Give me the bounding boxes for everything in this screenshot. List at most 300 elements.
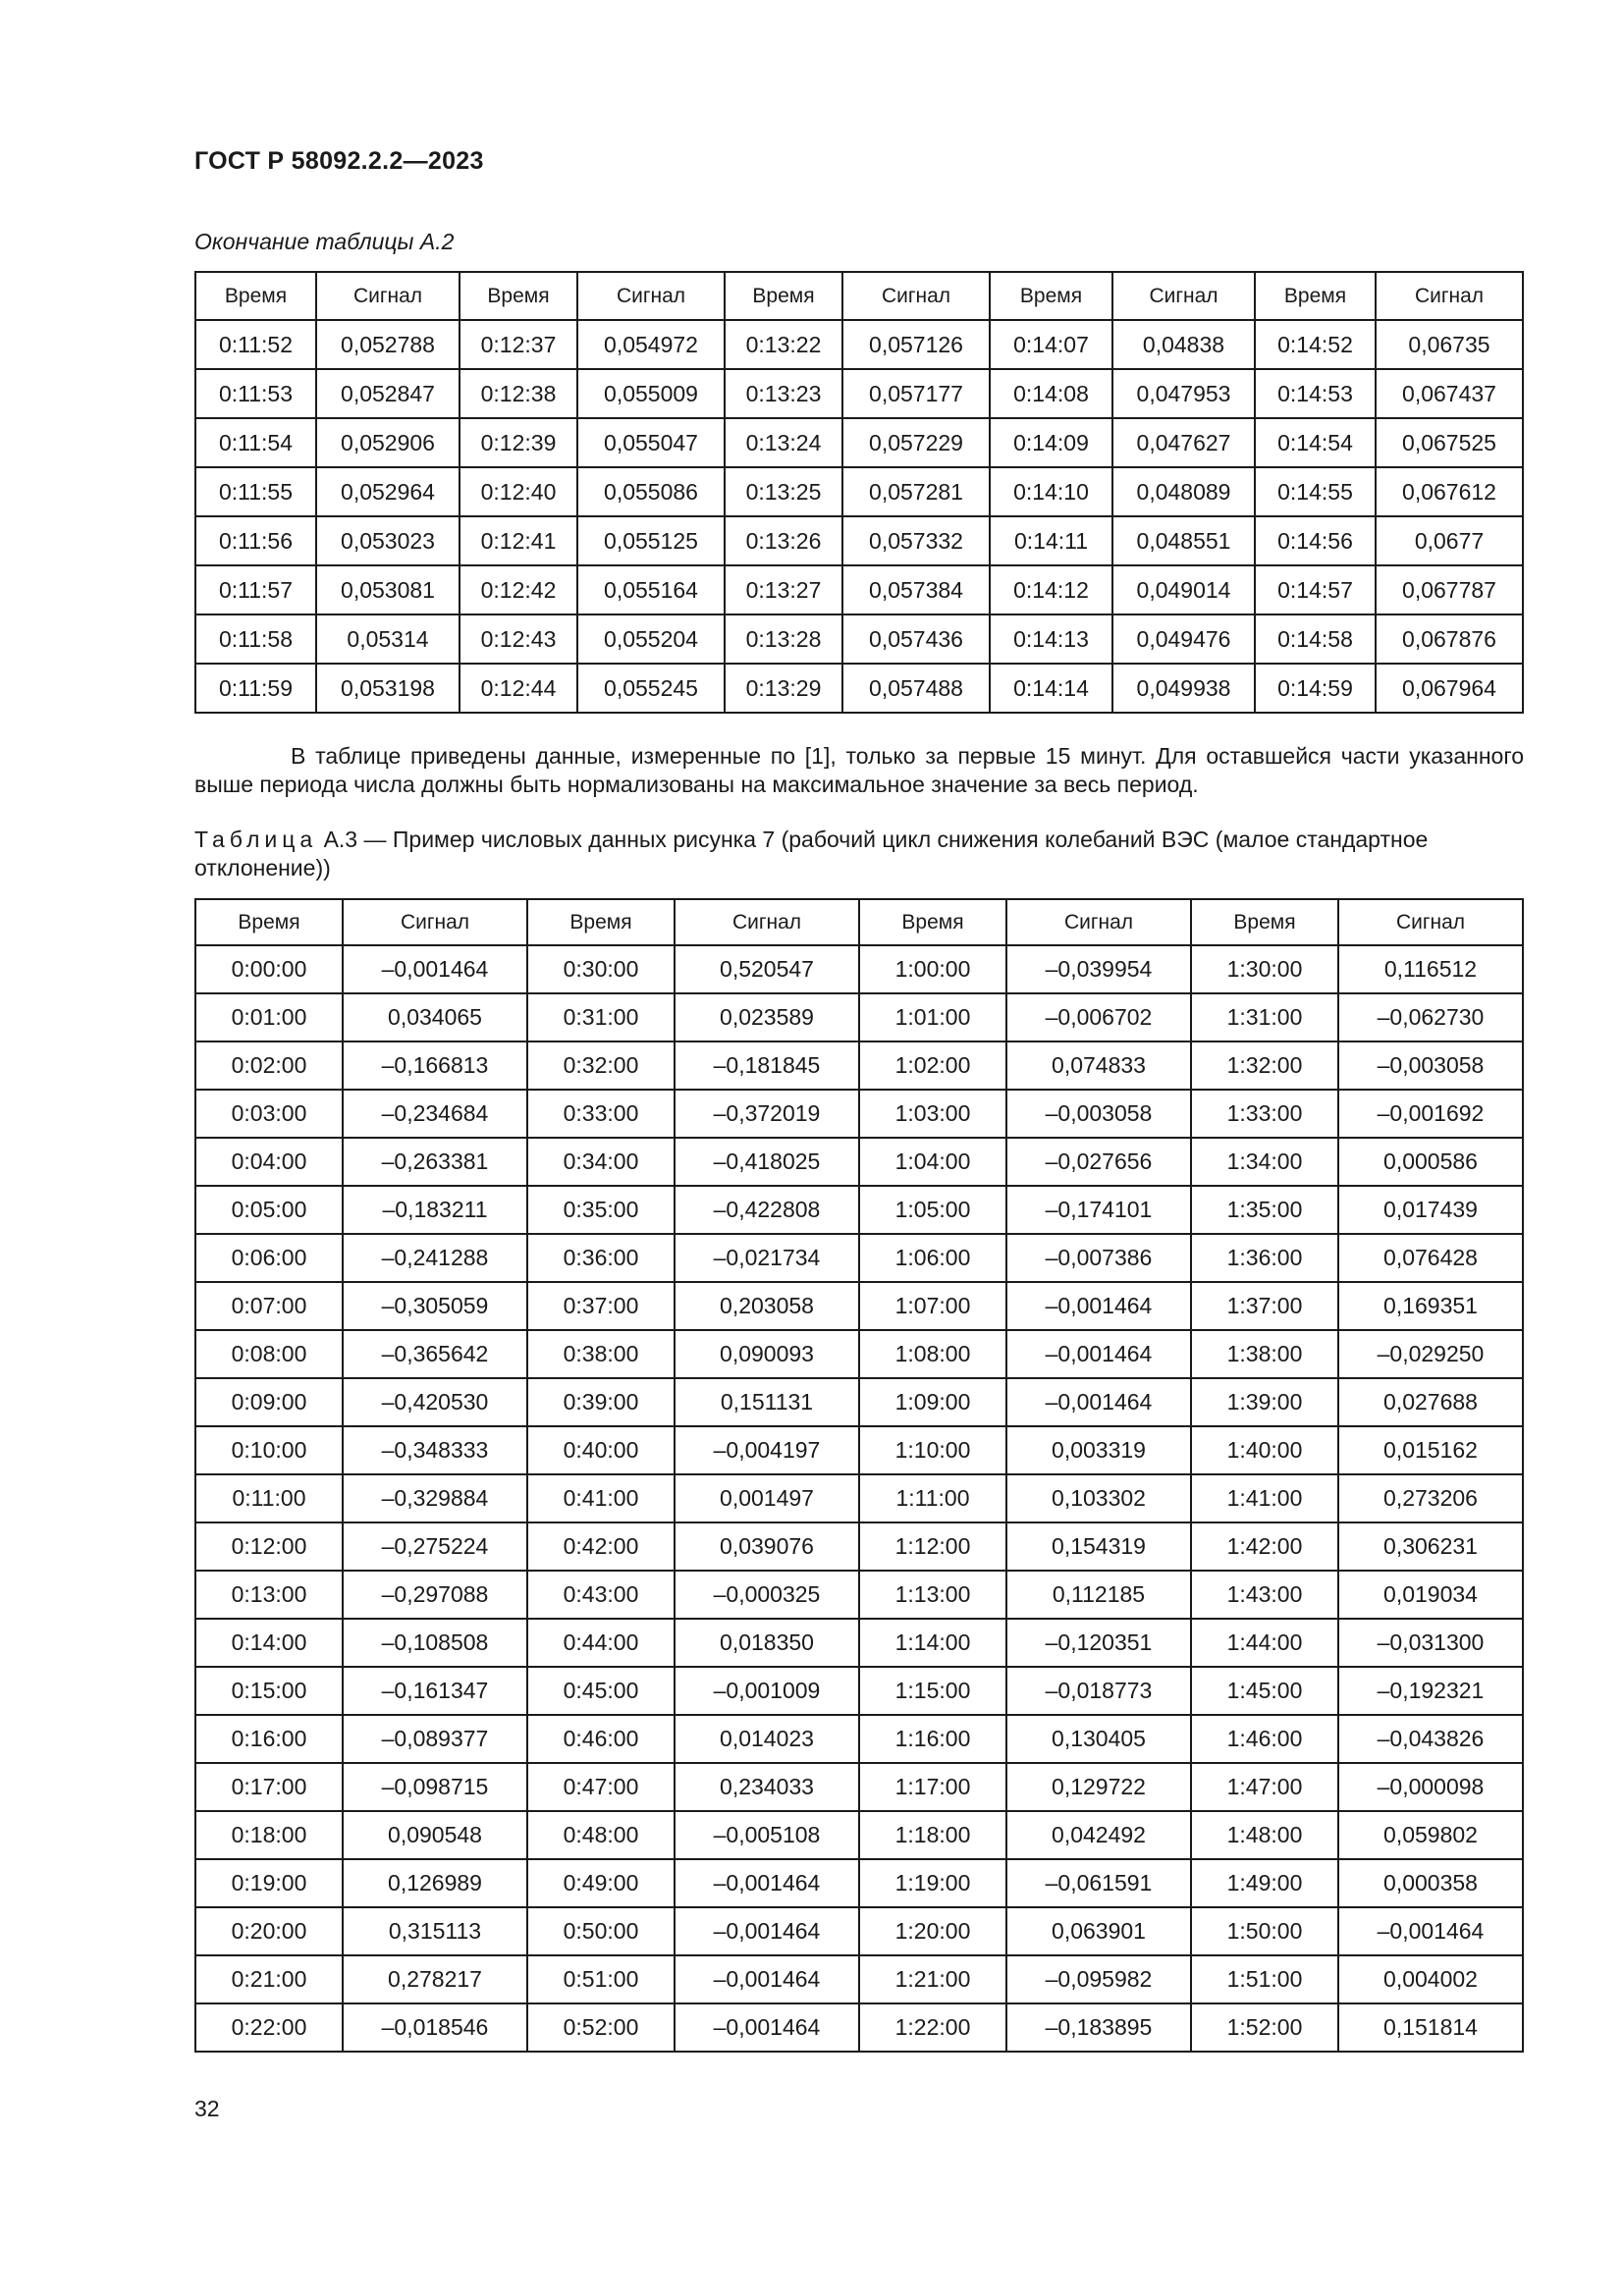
table-row — [195, 1426, 1523, 1474]
time-cell: 1:49:00 — [1191, 1859, 1338, 1907]
signal-cell: 0,053081 — [316, 565, 460, 614]
time-cell: 1:12:00 — [859, 1522, 1006, 1571]
time-cell: 0:04:00 — [195, 1138, 343, 1186]
signal-cell: 0,520547 — [675, 945, 859, 993]
table-row — [195, 993, 1523, 1041]
signal-cell: 0,055245 — [577, 664, 725, 713]
signal-cell: –0,001009 — [675, 1667, 859, 1715]
column-header: Время — [859, 899, 1006, 945]
time-cell: 0:37:00 — [527, 1282, 675, 1330]
table-row — [195, 1234, 1523, 1282]
time-cell: 1:00:00 — [859, 945, 1006, 993]
signal-cell: –0,120351 — [1006, 1619, 1191, 1667]
time-cell: 1:02:00 — [859, 1041, 1006, 1090]
column-header: Время — [460, 272, 577, 320]
table-row — [195, 1619, 1523, 1667]
time-cell: 0:52:00 — [527, 2003, 675, 2052]
table-row — [195, 1667, 1523, 1715]
signal-cell: 0,000586 — [1338, 1138, 1523, 1186]
column-header: Сигнал — [1006, 899, 1191, 945]
column-header: Сигнал — [1338, 899, 1523, 945]
time-cell: 1:52:00 — [1191, 2003, 1338, 2052]
table-row — [195, 664, 1523, 713]
time-cell: 0:14:09 — [990, 418, 1112, 467]
signal-cell: 0,306231 — [1338, 1522, 1523, 1571]
time-cell: 0:50:00 — [527, 1907, 675, 1955]
table-row — [195, 1763, 1523, 1811]
time-cell: 1:32:00 — [1191, 1041, 1338, 1090]
signal-cell: 0,057281 — [842, 467, 990, 516]
signal-cell: 0,047953 — [1112, 369, 1255, 418]
signal-cell: 0,055009 — [577, 369, 725, 418]
time-cell: 0:36:00 — [527, 1234, 675, 1282]
time-cell: 1:40:00 — [1191, 1426, 1338, 1474]
signal-cell: 0,048089 — [1112, 467, 1255, 516]
signal-cell: 0,052964 — [316, 467, 460, 516]
table-row — [195, 1715, 1523, 1763]
column-header: Сигнал — [343, 899, 527, 945]
signal-cell: 0,315113 — [343, 1907, 527, 1955]
time-cell: 0:11:57 — [195, 565, 316, 614]
table-row — [195, 1330, 1523, 1378]
signal-cell: –0,043826 — [1338, 1715, 1523, 1763]
table-row — [195, 614, 1523, 664]
signal-cell: –0,001464 — [675, 1907, 859, 1955]
time-cell: 1:09:00 — [859, 1378, 1006, 1426]
table-row — [195, 1041, 1523, 1090]
table-a2 — [194, 271, 1524, 714]
table-row — [195, 320, 1523, 369]
time-cell: 0:12:41 — [460, 516, 577, 565]
signal-cell: 0,076428 — [1338, 1234, 1523, 1282]
time-cell: 0:20:00 — [195, 1907, 343, 1955]
column-header: Сигнал — [316, 272, 460, 320]
time-cell: 0:14:10 — [990, 467, 1112, 516]
time-cell: 0:13:25 — [725, 467, 842, 516]
signal-cell: 0,057488 — [842, 664, 990, 713]
signal-cell: –0,000098 — [1338, 1763, 1523, 1811]
document-header: ГОСТ Р 58092.2.2—2023 — [194, 147, 484, 175]
signal-cell: 0,090548 — [343, 1811, 527, 1859]
signal-cell: 0,049476 — [1112, 614, 1255, 664]
signal-cell: –0,275224 — [343, 1522, 527, 1571]
signal-cell: 0,014023 — [675, 1715, 859, 1763]
time-cell: 0:12:42 — [460, 565, 577, 614]
time-cell: 0:47:00 — [527, 1763, 675, 1811]
signal-cell: 0,103302 — [1006, 1474, 1191, 1522]
time-cell: 0:14:59 — [1255, 664, 1376, 713]
time-cell: 0:30:00 — [527, 945, 675, 993]
time-cell: 0:22:00 — [195, 2003, 343, 2052]
signal-cell: –0,001464 — [343, 945, 527, 993]
time-cell: 0:14:52 — [1255, 320, 1376, 369]
table-row — [195, 1282, 1523, 1330]
time-cell: 0:46:00 — [527, 1715, 675, 1763]
signal-cell: –0,098715 — [343, 1763, 527, 1811]
table-row — [195, 1907, 1523, 1955]
signal-cell: –0,021734 — [675, 1234, 859, 1282]
time-cell: 0:41:00 — [527, 1474, 675, 1522]
signal-cell: –0,305059 — [343, 1282, 527, 1330]
time-cell: 1:18:00 — [859, 1811, 1006, 1859]
signal-cell: 0,067787 — [1376, 565, 1523, 614]
column-header: Время — [527, 899, 675, 945]
signal-cell: –0,234684 — [343, 1090, 527, 1138]
signal-cell: –0,006702 — [1006, 993, 1191, 1041]
signal-cell: –0,000325 — [675, 1571, 859, 1619]
time-cell: 0:14:58 — [1255, 614, 1376, 664]
signal-cell: –0,018773 — [1006, 1667, 1191, 1715]
time-cell: 0:12:43 — [460, 614, 577, 664]
time-cell: 0:01:00 — [195, 993, 343, 1041]
signal-cell: 0,074833 — [1006, 1041, 1191, 1090]
signal-cell: 0,053023 — [316, 516, 460, 565]
signal-cell: 0,017439 — [1338, 1186, 1523, 1234]
table-a3-caption-label: Таблица — [194, 827, 318, 852]
signal-cell: –0,372019 — [675, 1090, 859, 1138]
signal-cell: –0,263381 — [343, 1138, 527, 1186]
signal-cell: –0,018546 — [343, 2003, 527, 2052]
time-cell: 0:49:00 — [527, 1859, 675, 1907]
table-row — [195, 565, 1523, 614]
signal-cell: –0,007386 — [1006, 1234, 1191, 1282]
signal-cell: –0,108508 — [343, 1619, 527, 1667]
time-cell: 0:13:24 — [725, 418, 842, 467]
time-cell: 0:11:54 — [195, 418, 316, 467]
time-cell: 0:35:00 — [527, 1186, 675, 1234]
signal-cell: 0,067525 — [1376, 418, 1523, 467]
column-header: Сигнал — [1112, 272, 1255, 320]
column-header: Сигнал — [675, 899, 859, 945]
signal-cell: –0,027656 — [1006, 1138, 1191, 1186]
table-a2-header-row — [195, 272, 1523, 320]
signal-cell: 0,04838 — [1112, 320, 1255, 369]
table-a3 — [194, 898, 1524, 2053]
signal-cell: 0,054972 — [577, 320, 725, 369]
time-cell: 0:12:00 — [195, 1522, 343, 1571]
table-row — [195, 1378, 1523, 1426]
signal-cell: 0,052847 — [316, 369, 460, 418]
time-cell: 1:42:00 — [1191, 1522, 1338, 1571]
signal-cell: 0,057436 — [842, 614, 990, 664]
signal-cell: 0,151814 — [1338, 2003, 1523, 2052]
signal-cell: 0,034065 — [343, 993, 527, 1041]
page-number: 32 — [194, 2096, 220, 2121]
signal-cell: 0,067876 — [1376, 614, 1523, 664]
time-cell: 0:14:07 — [990, 320, 1112, 369]
signal-cell: –0,192321 — [1338, 1667, 1523, 1715]
signal-cell: 0,055164 — [577, 565, 725, 614]
signal-cell: 0,059802 — [1338, 1811, 1523, 1859]
signal-cell: –0,001464 — [1006, 1282, 1191, 1330]
table-a2-caption: Окончание таблицы А.2 — [194, 229, 455, 254]
time-cell: 0:19:00 — [195, 1859, 343, 1907]
time-cell: 1:08:00 — [859, 1330, 1006, 1378]
time-cell: 0:11:58 — [195, 614, 316, 664]
table-row — [195, 1571, 1523, 1619]
signal-cell: 0,055125 — [577, 516, 725, 565]
time-cell: 0:16:00 — [195, 1715, 343, 1763]
time-cell: 0:13:00 — [195, 1571, 343, 1619]
signal-cell: –0,241288 — [343, 1234, 527, 1282]
signal-cell: 0,0677 — [1376, 516, 1523, 565]
signal-cell: 0,278217 — [343, 1955, 527, 2003]
time-cell: 1:14:00 — [859, 1619, 1006, 1667]
signal-cell: –0,420530 — [343, 1378, 527, 1426]
time-cell: 0:40:00 — [527, 1426, 675, 1474]
signal-cell: 0,001497 — [675, 1474, 859, 1522]
time-cell: 0:44:00 — [527, 1619, 675, 1667]
table-row — [195, 1090, 1523, 1138]
column-header: Время — [195, 272, 316, 320]
signal-cell: 0,154319 — [1006, 1522, 1191, 1571]
time-cell: 0:31:00 — [527, 993, 675, 1041]
time-cell: 0:11:55 — [195, 467, 316, 516]
time-cell: 1:03:00 — [859, 1090, 1006, 1138]
time-cell: 1:44:00 — [1191, 1619, 1338, 1667]
signal-cell: –0,166813 — [343, 1041, 527, 1090]
time-cell: 0:48:00 — [527, 1811, 675, 1859]
time-cell: 0:13:23 — [725, 369, 842, 418]
time-cell: 0:14:13 — [990, 614, 1112, 664]
time-cell: 1:06:00 — [859, 1234, 1006, 1282]
table-row — [195, 1474, 1523, 1522]
signal-cell: 0,112185 — [1006, 1571, 1191, 1619]
signal-cell: 0,057126 — [842, 320, 990, 369]
signal-cell: 0,169351 — [1338, 1282, 1523, 1330]
time-cell: 0:11:53 — [195, 369, 316, 418]
signal-cell: 0,018350 — [675, 1619, 859, 1667]
time-cell: 1:05:00 — [859, 1186, 1006, 1234]
time-cell: 0:38:00 — [527, 1330, 675, 1378]
time-cell: 0:11:59 — [195, 664, 316, 713]
time-cell: 1:33:00 — [1191, 1090, 1338, 1138]
signal-cell: 0,042492 — [1006, 1811, 1191, 1859]
time-cell: 0:14:55 — [1255, 467, 1376, 516]
time-cell: 0:21:00 — [195, 1955, 343, 2003]
signal-cell: 0,048551 — [1112, 516, 1255, 565]
time-cell: 1:11:00 — [859, 1474, 1006, 1522]
time-cell: 1:41:00 — [1191, 1474, 1338, 1522]
column-header: Сигнал — [577, 272, 725, 320]
time-cell: 1:20:00 — [859, 1907, 1006, 1955]
table-row — [195, 1138, 1523, 1186]
time-cell: 0:13:22 — [725, 320, 842, 369]
time-cell: 1:13:00 — [859, 1571, 1006, 1619]
signal-cell: –0,297088 — [343, 1571, 527, 1619]
time-cell: 1:45:00 — [1191, 1667, 1338, 1715]
time-cell: 0:12:38 — [460, 369, 577, 418]
time-cell: 0:05:00 — [195, 1186, 343, 1234]
signal-cell: 0,151131 — [675, 1378, 859, 1426]
time-cell: 0:10:00 — [195, 1426, 343, 1474]
time-cell: 0:12:37 — [460, 320, 577, 369]
time-cell: 0:15:00 — [195, 1667, 343, 1715]
time-cell: 1:47:00 — [1191, 1763, 1338, 1811]
signal-cell: 0,067612 — [1376, 467, 1523, 516]
time-cell: 0:14:08 — [990, 369, 1112, 418]
column-header: Время — [1255, 272, 1376, 320]
signal-cell: 0,052906 — [316, 418, 460, 467]
time-cell: 0:33:00 — [527, 1090, 675, 1138]
time-cell: 0:12:39 — [460, 418, 577, 467]
signal-cell: –0,003058 — [1006, 1090, 1191, 1138]
signal-cell: 0,023589 — [675, 993, 859, 1041]
signal-cell: –0,031300 — [1338, 1619, 1523, 1667]
time-cell: 1:39:00 — [1191, 1378, 1338, 1426]
time-cell: 0:11:00 — [195, 1474, 343, 1522]
signal-cell: 0,06735 — [1376, 320, 1523, 369]
signal-cell: 0,039076 — [675, 1522, 859, 1571]
time-cell: 1:15:00 — [859, 1667, 1006, 1715]
time-cell: 0:42:00 — [527, 1522, 675, 1571]
signal-cell: 0,004002 — [1338, 1955, 1523, 2003]
time-cell: 0:13:28 — [725, 614, 842, 664]
column-header: Сигнал — [842, 272, 990, 320]
signal-cell: –0,422808 — [675, 1186, 859, 1234]
note-paragraph — [194, 742, 1524, 799]
signal-cell: 0,234033 — [675, 1763, 859, 1811]
signal-cell: –0,001464 — [1338, 1907, 1523, 1955]
signal-cell: 0,067437 — [1376, 369, 1523, 418]
signal-cell: –0,062730 — [1338, 993, 1523, 1041]
time-cell: 1:35:00 — [1191, 1186, 1338, 1234]
time-cell: 0:39:00 — [527, 1378, 675, 1426]
time-cell: 0:09:00 — [195, 1378, 343, 1426]
time-cell: 1:37:00 — [1191, 1282, 1338, 1330]
time-cell: 0:07:00 — [195, 1282, 343, 1330]
time-cell: 0:45:00 — [527, 1667, 675, 1715]
signal-cell: –0,005108 — [675, 1811, 859, 1859]
signal-cell: –0,001464 — [675, 1859, 859, 1907]
signal-cell: –0,001464 — [1006, 1330, 1191, 1378]
signal-cell: 0,057177 — [842, 369, 990, 418]
signal-cell: 0,049014 — [1112, 565, 1255, 614]
time-cell: 0:32:00 — [527, 1041, 675, 1090]
signal-cell: –0,001464 — [675, 2003, 859, 2052]
time-cell: 0:06:00 — [195, 1234, 343, 1282]
signal-cell: 0,129722 — [1006, 1763, 1191, 1811]
time-cell: 0:18:00 — [195, 1811, 343, 1859]
time-cell: 1:38:00 — [1191, 1330, 1338, 1378]
time-cell: 1:01:00 — [859, 993, 1006, 1041]
signal-cell: 0,049938 — [1112, 664, 1255, 713]
signal-cell: 0,273206 — [1338, 1474, 1523, 1522]
column-header: Время — [195, 899, 343, 945]
time-cell: 1:22:00 — [859, 2003, 1006, 2052]
signal-cell: 0,003319 — [1006, 1426, 1191, 1474]
time-cell: 1:17:00 — [859, 1763, 1006, 1811]
time-cell: 0:13:27 — [725, 565, 842, 614]
signal-cell: 0,203058 — [675, 1282, 859, 1330]
column-header: Время — [725, 272, 842, 320]
signal-cell: –0,161347 — [343, 1667, 527, 1715]
table-row — [195, 467, 1523, 516]
signal-cell: –0,095982 — [1006, 1955, 1191, 2003]
time-cell: 0:14:11 — [990, 516, 1112, 565]
signal-cell: 0,057384 — [842, 565, 990, 614]
time-cell: 0:14:57 — [1255, 565, 1376, 614]
column-header: Время — [990, 272, 1112, 320]
signal-cell: –0,174101 — [1006, 1186, 1191, 1234]
table-row — [195, 516, 1523, 565]
time-cell: 1:43:00 — [1191, 1571, 1338, 1619]
time-cell: 0:34:00 — [527, 1138, 675, 1186]
signal-cell: –0,183211 — [343, 1186, 527, 1234]
time-cell: 1:48:00 — [1191, 1811, 1338, 1859]
signal-cell: 0,047627 — [1112, 418, 1255, 467]
signal-cell: 0,057332 — [842, 516, 990, 565]
time-cell: 0:11:52 — [195, 320, 316, 369]
signal-cell: –0,183895 — [1006, 2003, 1191, 2052]
time-cell: 0:14:53 — [1255, 369, 1376, 418]
signal-cell: –0,001464 — [675, 1955, 859, 2003]
column-header: Сигнал — [1376, 272, 1523, 320]
time-cell: 1:21:00 — [859, 1955, 1006, 2003]
signal-cell: –0,329884 — [343, 1474, 527, 1522]
signal-cell: 0,063901 — [1006, 1907, 1191, 1955]
time-cell: 1:10:00 — [859, 1426, 1006, 1474]
note-paragraph-text: В таблице приведены данные, измеренные по [1], только за первые 15 минут. Для оставшейся части указанного выше периода числа должны быть нормализованы на максимальное значение за весь период. — [194, 743, 1524, 797]
time-cell: 1:30:00 — [1191, 945, 1338, 993]
time-cell: 0:51:00 — [527, 1955, 675, 2003]
signal-cell: 0,055086 — [577, 467, 725, 516]
table-row — [195, 1811, 1523, 1859]
signal-cell: 0,053198 — [316, 664, 460, 713]
signal-cell: –0,348333 — [343, 1426, 527, 1474]
table-row — [195, 2003, 1523, 2052]
signal-cell: 0,126989 — [343, 1859, 527, 1907]
time-cell: 0:17:00 — [195, 1763, 343, 1811]
time-cell: 1:07:00 — [859, 1282, 1006, 1330]
signal-cell: 0,019034 — [1338, 1571, 1523, 1619]
table-row — [195, 1186, 1523, 1234]
signal-cell: –0,001464 — [1006, 1378, 1191, 1426]
time-cell: 0:03:00 — [195, 1090, 343, 1138]
signal-cell: 0,027688 — [1338, 1378, 1523, 1426]
time-cell: 0:14:54 — [1255, 418, 1376, 467]
table-a3-caption-text: А.3 — Пример числовых данных рисунка 7 (рабочий цикл снижения колебаний ВЭС (малое стандартное отклонение)) — [194, 827, 1429, 881]
table-a3-caption — [194, 826, 1524, 882]
signal-cell: –0,365642 — [343, 1330, 527, 1378]
table-row — [195, 369, 1523, 418]
signal-cell: –0,029250 — [1338, 1330, 1523, 1378]
signal-cell: 0,055204 — [577, 614, 725, 664]
time-cell: 0:43:00 — [527, 1571, 675, 1619]
time-cell: 0:02:00 — [195, 1041, 343, 1090]
signal-cell: 0,090093 — [675, 1330, 859, 1378]
signal-cell: 0,052788 — [316, 320, 460, 369]
signal-cell: –0,004197 — [675, 1426, 859, 1474]
signal-cell: 0,015162 — [1338, 1426, 1523, 1474]
table-row — [195, 1955, 1523, 2003]
signal-cell: –0,181845 — [675, 1041, 859, 1090]
time-cell: 0:14:00 — [195, 1619, 343, 1667]
table-row — [195, 418, 1523, 467]
signal-cell: 0,067964 — [1376, 664, 1523, 713]
time-cell: 0:11:56 — [195, 516, 316, 565]
column-header: Время — [1191, 899, 1338, 945]
time-cell: 1:19:00 — [859, 1859, 1006, 1907]
time-cell: 1:34:00 — [1191, 1138, 1338, 1186]
table-row — [195, 945, 1523, 993]
time-cell: 0:00:00 — [195, 945, 343, 993]
time-cell: 1:50:00 — [1191, 1907, 1338, 1955]
time-cell: 1:31:00 — [1191, 993, 1338, 1041]
table-row — [195, 1859, 1523, 1907]
time-cell: 0:12:40 — [460, 467, 577, 516]
time-cell: 1:16:00 — [859, 1715, 1006, 1763]
